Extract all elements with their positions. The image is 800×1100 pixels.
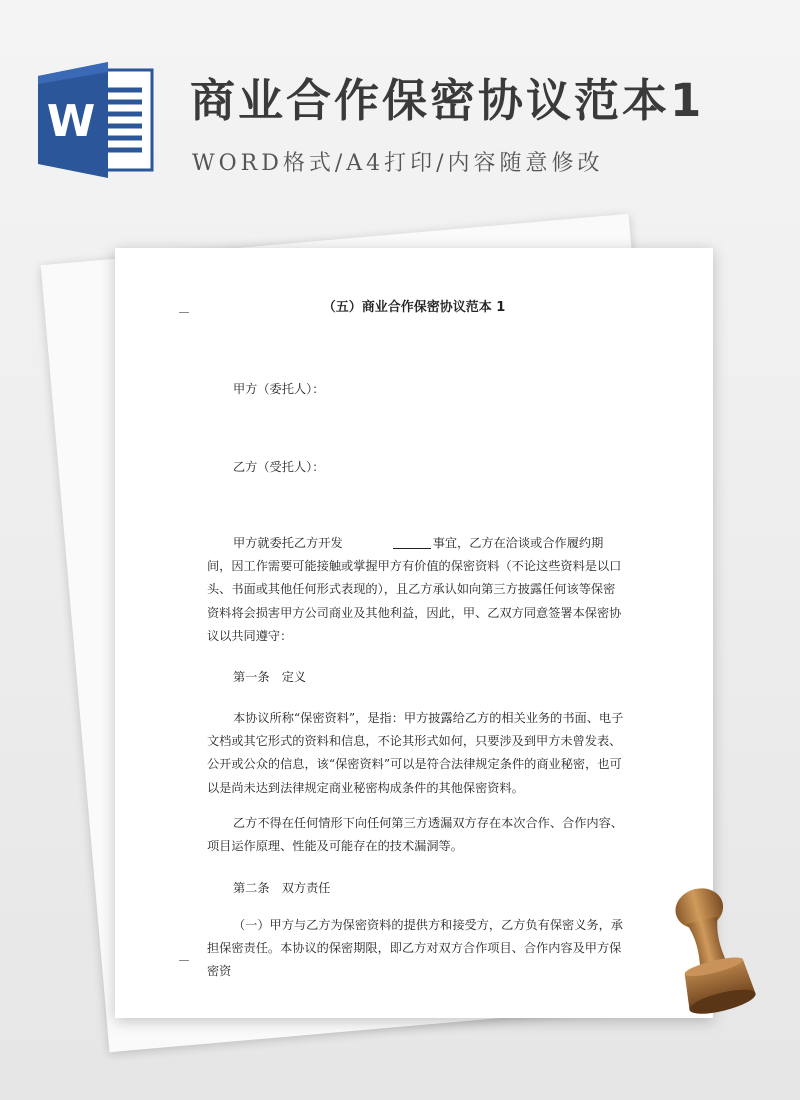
party-b-label: 乙方（受托人）： [233, 460, 325, 474]
article1-body: 本协议所称“保密资料”，是指：甲方披露给乙方的相关业务的书面、电子文档或其它形式的资料和信息，不论其形式如何，只要涉及到甲方未曾发表、公开或公众的信息，该“保密资料”可以是符合法律规定条件的商业秘密，也可以是尚未达到法律规定商业秘密构成条件的其他保密资料。 [207, 711, 624, 795]
article1-clause: 乙方不得在任何情形下向任何第三方透漏双方存在本次合作、合作内容、项目运作原理、性能及可能存在的技术漏洞等。 [207, 816, 623, 854]
intro-text-start: 甲方就委托乙方开发 [233, 536, 343, 550]
document-page [115, 248, 713, 1018]
word-icon-letter: W [46, 96, 96, 147]
fill-in-blank [393, 536, 431, 549]
intro-text-rest: 事宜，乙方在洽谈或合作履约期间，因工作需要可能接触或掌握甲方有价值的保密资料（不论这些资料是以口头、书面或其他任何形式表现的），且乙方承认如向第三方披露任何该等保密资料将会损害甲方公司商业及其他利益，因此，甲、乙双方同意签署本保密协议以共同遵守： [207, 536, 622, 643]
document-title: （五）商业合作保密协议范本 1 [322, 300, 506, 315]
page-subtitle: WORD格式/A4打印/内容随意修改 [192, 151, 604, 176]
party-a-label: 甲方（委托人）： [233, 382, 325, 396]
page-title: 商业合作保密协议范本1 [190, 74, 705, 127]
article2-heading: 第二条 双方责任 [233, 881, 331, 895]
wooden-seal-stamp-icon [652, 880, 764, 1030]
margin-mark-bottom [179, 960, 189, 961]
intro-paragraph [207, 532, 625, 648]
word-document-icon [38, 62, 156, 178]
article1-heading: 第一条 定义 [233, 670, 307, 684]
article2-body: （一）甲方与乙方为保密资料的提供方和接受方，乙方负有保密义务，承担保密责任。本协议的保密期限，即乙方对双方合作项目、合作内容及甲方保密资 [207, 918, 623, 979]
